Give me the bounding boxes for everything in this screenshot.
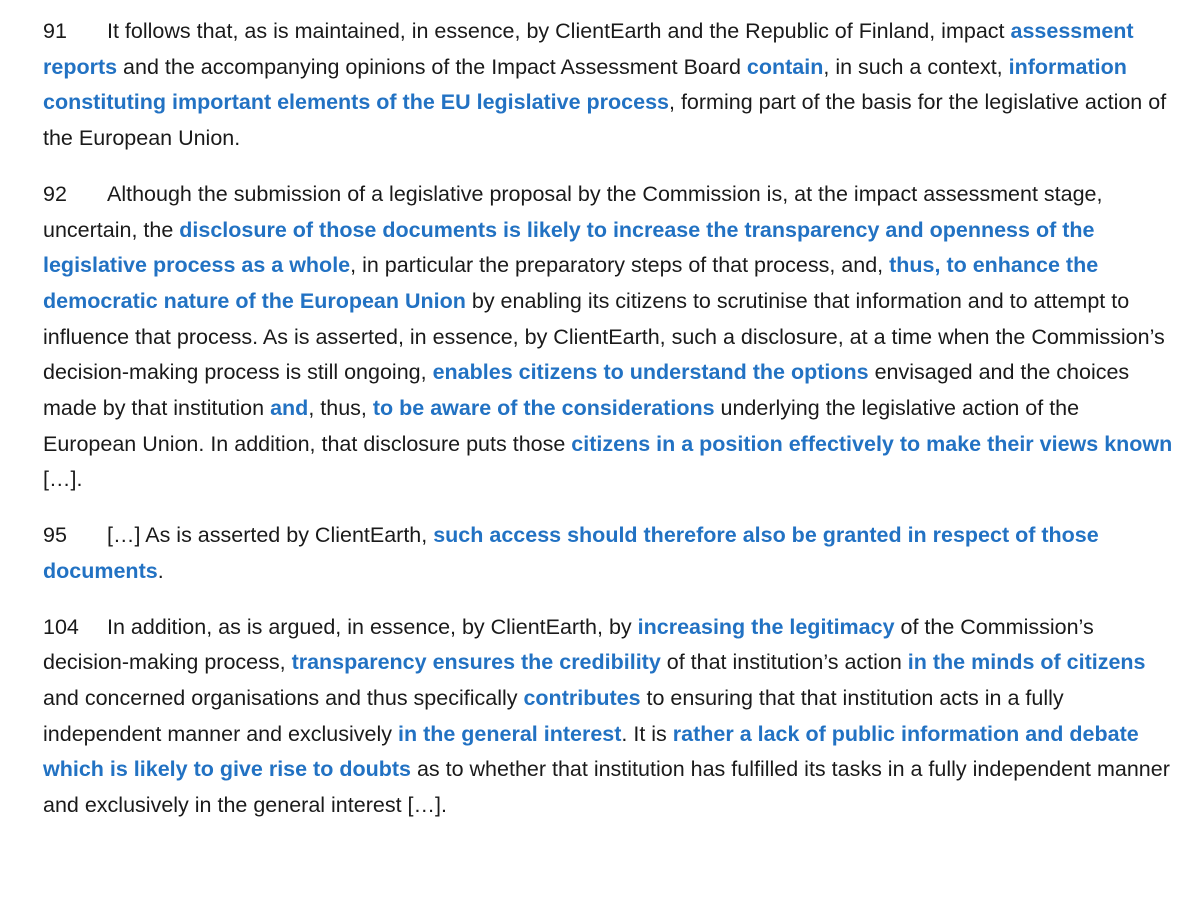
paragraph-92 xyxy=(43,177,1173,498)
highlighted-text: transparency ensures the credibility xyxy=(291,650,661,675)
body-text: envisaged and the choices made by that institution xyxy=(43,360,1130,421)
paragraph-number: 104 xyxy=(43,614,79,639)
highlighted-text: citizens in a position effectively to make their views known xyxy=(571,431,1173,456)
highlighted-text: such access should therefore also be granted in respect of those documents xyxy=(43,523,1099,583)
paragraph-number: 92 xyxy=(43,181,67,206)
highlighted-text: in the minds of citizens xyxy=(907,650,1146,675)
body-text: . xyxy=(157,558,164,583)
body-text: , in particular the preparatory steps of that process, and, xyxy=(350,253,890,278)
highlighted-text: thus, to enhance the democratic nature of the European Union xyxy=(43,253,1099,313)
body-text: to ensuring that that institution acts in a fully independent manner and exclusively xyxy=(43,685,1064,746)
highlighted-text: contributes xyxy=(523,685,641,710)
body-text: and concerned organisations and thus specifically xyxy=(43,685,524,710)
body-text: It follows that, as is maintained, in essence, by ClientEarth and the Republic of Finland, impact xyxy=(107,19,1011,43)
body-text: by enabling its citizens to scrutinise that information and to attempt to influence that process. As is asserted, in essence, by ClientEarth, such a disclosure, at a time when the Commission’s decision-making process is still ongoing, xyxy=(43,288,1165,385)
highlighted-text: to be aware of the considerations xyxy=(372,396,715,421)
body-text: and the accompanying opinions of the Impact Assessment Board xyxy=(117,54,747,79)
highlighted-text: increasing the legitimacy xyxy=(637,614,895,639)
highlighted-text: assessment reports xyxy=(43,19,1134,79)
body-text: . It is xyxy=(621,721,673,746)
paragraph-number: 95 xyxy=(43,523,67,548)
body-text: Although the submission of a legislative proposal by the Commission is, at the impact assessment stage, uncertain, the xyxy=(43,181,1103,242)
body-text: , forming part of the basis for the legislative action of the European Union. xyxy=(43,90,1167,151)
document-body xyxy=(43,14,1173,844)
highlighted-text: information constituting important elements of the EU legislative process xyxy=(43,54,1127,115)
body-text: as to whether that institution has fulfilled its tasks in a fully independent manner and exclusively in the general interest […]. xyxy=(43,757,1170,818)
paragraph-104 xyxy=(43,610,1173,824)
body-text: […] As is asserted by ClientEarth, xyxy=(107,523,434,548)
highlighted-text: in the general interest xyxy=(397,721,622,746)
body-text: underlying the legislative action of the European Union. In addition, that disclosure puts those xyxy=(43,396,1080,456)
highlighted-text: and xyxy=(270,396,309,421)
body-text: , in such a context, xyxy=(823,54,1009,79)
paragraph-91 xyxy=(43,14,1173,157)
body-text: […]. xyxy=(43,467,83,492)
highlighted-text: disclosure of those documents is likely to increase the transparency and openness of the legislative process as a whole xyxy=(43,217,1095,278)
paragraph-number: 91 xyxy=(43,19,67,43)
body-text: , thus, xyxy=(308,396,373,421)
highlighted-text: contain xyxy=(746,54,824,79)
body-text: of that institution’s action xyxy=(660,650,908,675)
highlighted-text: rather a lack of public information and debate which is likely to give rise to doubts xyxy=(43,721,1139,782)
highlighted-text: enables citizens to understand the options xyxy=(432,360,869,385)
body-text: of the Commission’s decision-making process, xyxy=(43,614,1094,675)
body-text: In addition, as is argued, in essence, by ClientEarth, by xyxy=(107,614,638,639)
paragraph-95 xyxy=(43,518,1173,589)
